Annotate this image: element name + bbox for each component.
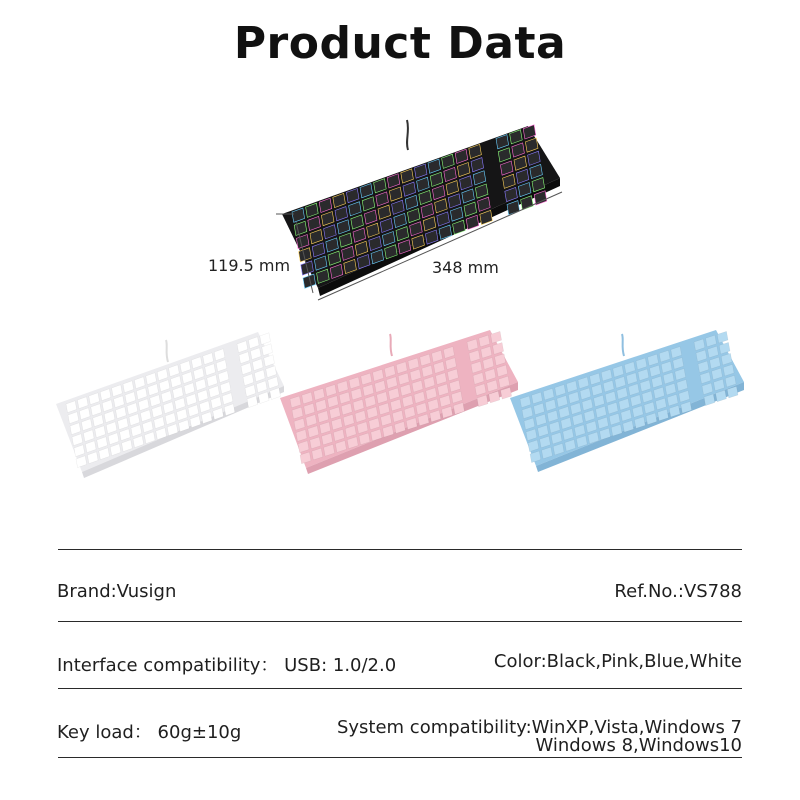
system-compatibility-line-1: System compatibility:WinXP,Vista,Windows 7 — [336, 717, 742, 738]
black-keyboard-image — [276, 120, 562, 300]
system-compatibility-text — [337, 719, 742, 755]
keycap — [717, 331, 728, 343]
divider — [58, 757, 742, 758]
white-keyboard-image — [56, 332, 284, 478]
system-compatibility-line-2: Windows 8,Windows10 — [535, 735, 742, 756]
ref-no-text: Ref.No.:VS788 — [614, 581, 742, 602]
page-title: Product Data — [233, 18, 567, 69]
key-load-text: Key load： 60g±10g — [57, 722, 242, 743]
depth-dimension-label: 119.5 mm — [208, 256, 291, 275]
width-dimension-label: 348 mm — [432, 258, 499, 277]
keycap — [491, 331, 502, 343]
divider — [58, 621, 742, 622]
color-options-text: Color:Black,Pink,Blue,White — [493, 651, 742, 672]
brand-text: Brand:Vusign — [57, 581, 177, 602]
divider — [58, 549, 742, 550]
pink-keyboard-image — [280, 330, 518, 474]
interface-compatibility-text: Interface compatibility： USB: 1.0/2.0 — [57, 655, 397, 676]
blue-keyboard-image — [510, 330, 744, 472]
divider — [58, 688, 742, 689]
keycap — [260, 333, 271, 345]
